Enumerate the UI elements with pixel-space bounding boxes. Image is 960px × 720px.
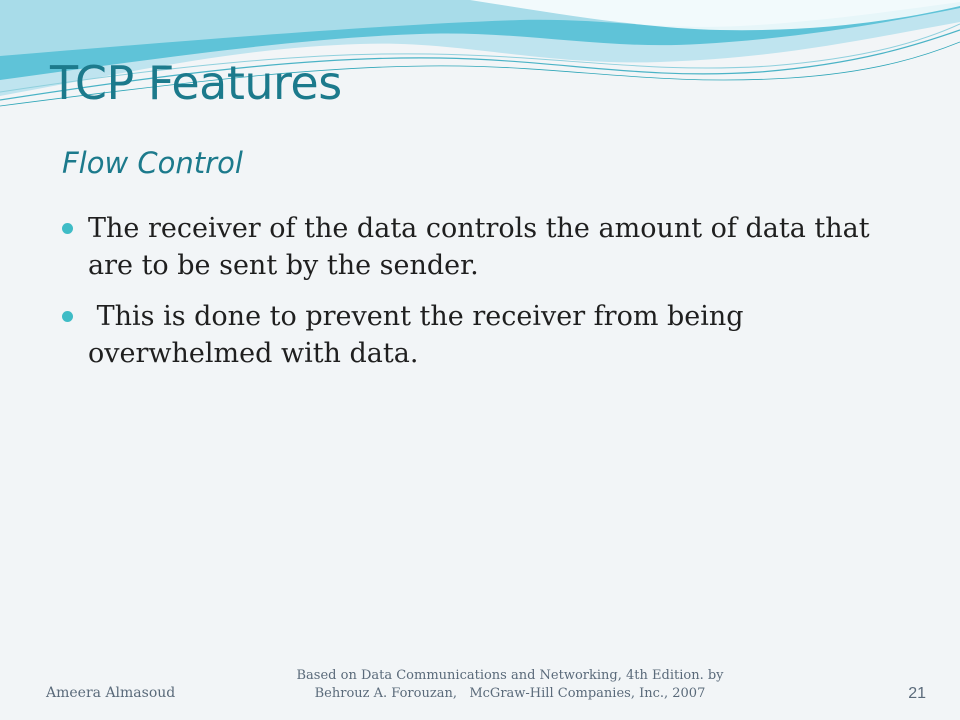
- footer-author: Ameera Almasoud: [46, 685, 176, 701]
- bullet-dot-icon: [62, 223, 73, 234]
- footer-source-line2: Behrouz A. Forouzan, McGraw-Hill Companies, Inc., 2007: [314, 686, 706, 701]
- bullet-item: [60, 298, 920, 372]
- bullet-text: This is done to prevent the receiver from being overwhelmed with data.: [88, 301, 753, 369]
- bullet-dot-icon: [62, 311, 73, 322]
- page-number: 21: [908, 685, 926, 702]
- bullet-item: [60, 210, 920, 284]
- slide-subtitle: Flow Control: [62, 146, 243, 180]
- footer-source-line1: Based on Data Communications and Networking, 4th Edition. by: [296, 668, 724, 683]
- bullet-list: [60, 210, 920, 386]
- footer-source: [270, 667, 750, 703]
- bullet-text: The receiver of the data controls the amount of data that are to be sent by the sender.: [88, 213, 870, 281]
- slide-title: TCP Features: [50, 56, 342, 110]
